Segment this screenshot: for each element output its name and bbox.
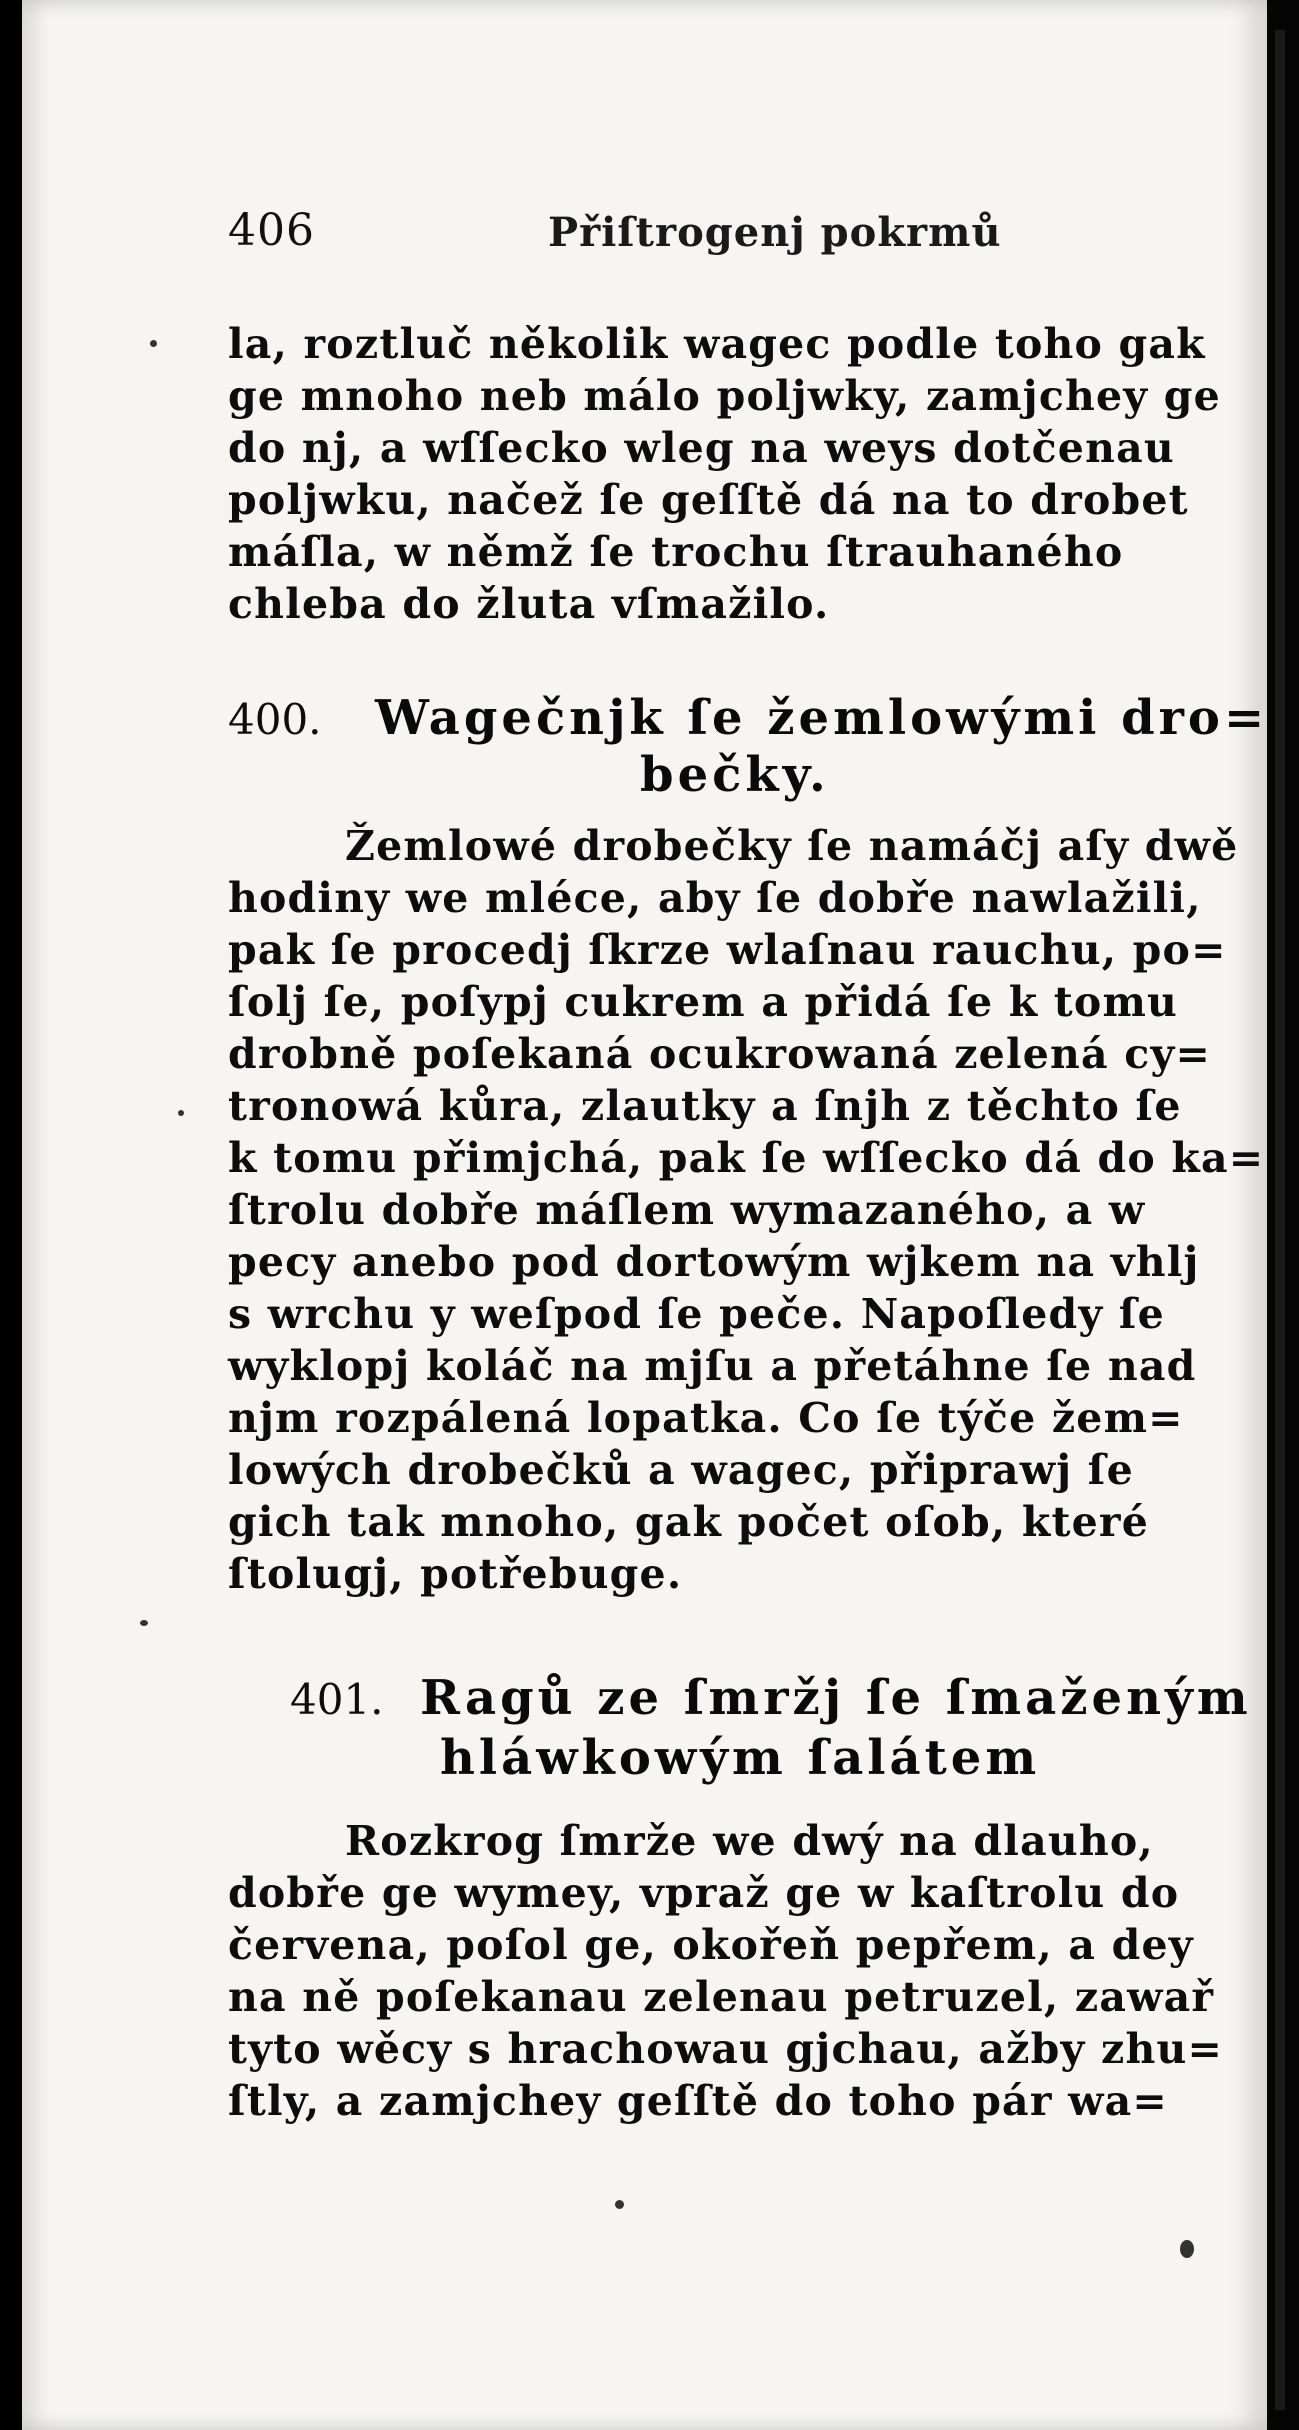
section-number: 401. <box>290 1675 384 1724</box>
text-line: gich tak mnoho, gak počet oſob, které <box>228 1498 1149 1546</box>
text-line: pecy anebo pod dortowým wjkem na vhlj <box>228 1238 1200 1286</box>
text-line: tyto wěcy s hrachowau gjchau, ažby zhu= <box>228 2025 1224 2073</box>
text-line: chleba do žluta vſmažilo. <box>228 580 830 628</box>
text-line: ſtly, a zamjchey geſſtě do toho pár wa= <box>228 2077 1168 2125</box>
text-line: Žemlowé drobečky ſe namáčj aſy dwě <box>345 822 1239 870</box>
text-line: drobně poſekaná ocukrowaná zelená cy= <box>228 1030 1212 1078</box>
text-line: hodiny we mléce, aby ſe dobře nawlažili, <box>228 874 1202 922</box>
text-line: lowých drobečků a wagec, připrawj ſe <box>228 1446 1134 1494</box>
section-title-line: hláwkowým ſalátem <box>440 1730 1041 1786</box>
page-header <box>228 205 1228 265</box>
running-head: Přiſtrogenj pokrmů <box>548 209 1002 256</box>
text-line: dobře ge wymey, vpraž ge w kaſtrolu do <box>228 1869 1180 1917</box>
text-line: Rozkrog ſmrže we dwý na dlauho, <box>345 1817 1154 1865</box>
text-line: s wrchu y weſpod ſe peče. Napoſledy ſe <box>228 1290 1165 1338</box>
text-line: njm rozpálená lopatka. Co ſe týče žem= <box>228 1394 1184 1442</box>
print-speck <box>615 2200 624 2209</box>
text-line: tronowá kůra, zlautky a ſnjh z těchto ſe <box>228 1082 1182 1130</box>
page-number: 406 <box>228 205 315 256</box>
print-speck <box>150 340 157 347</box>
section-title-line: Ragů ze ſmržj ſe ſmaženým <box>420 1670 1252 1726</box>
text-line: ſtolugj, potřebuge. <box>228 1550 683 1598</box>
section-title-line: Wagečnjk ſe žemlowými dro= <box>375 690 1269 746</box>
text-line: ge mnoho neb málo poljwky, zamjchey ge <box>228 372 1221 420</box>
text-line: poljwku, načež ſe geſſtě dá na to drobet <box>228 476 1189 524</box>
text-line: ſolj ſe, poſypj cukrem a přidá ſe k tomu <box>228 978 1179 1026</box>
section-title-line: bečky. <box>640 747 830 803</box>
text-line: červena, poſol ge, okořeň pepřem, a dey <box>228 1921 1194 1969</box>
print-speck <box>140 1620 148 1626</box>
print-speck <box>178 1110 184 1116</box>
text-line: na ně poſekanau zelenau petruzel, zawař <box>228 1973 1215 2021</box>
text-line: la, roztluč několik wagec podle toho gak <box>228 320 1206 368</box>
text-line: pak ſe procedj ſkrze wlaſnau rauchu, po= <box>228 926 1227 974</box>
section-number: 400. <box>228 695 322 744</box>
text-line: do nj, a wſſecko wleg na weys dotčenau <box>228 424 1175 472</box>
text-line: wyklopj koláč na mjſu a přetáhne ſe nad <box>228 1342 1197 1390</box>
adjacent-page-edge <box>1275 30 1285 2410</box>
text-line: ſtrolu dobře máſlem wymazaného, a w <box>228 1186 1146 1234</box>
text-line: k tomu přimjchá, pak ſe wſſecko dá do ka= <box>228 1134 1265 1182</box>
print-speck <box>1180 2240 1194 2258</box>
text-line: máſla, w němž ſe trochu ſtrauhaného <box>228 528 1124 576</box>
